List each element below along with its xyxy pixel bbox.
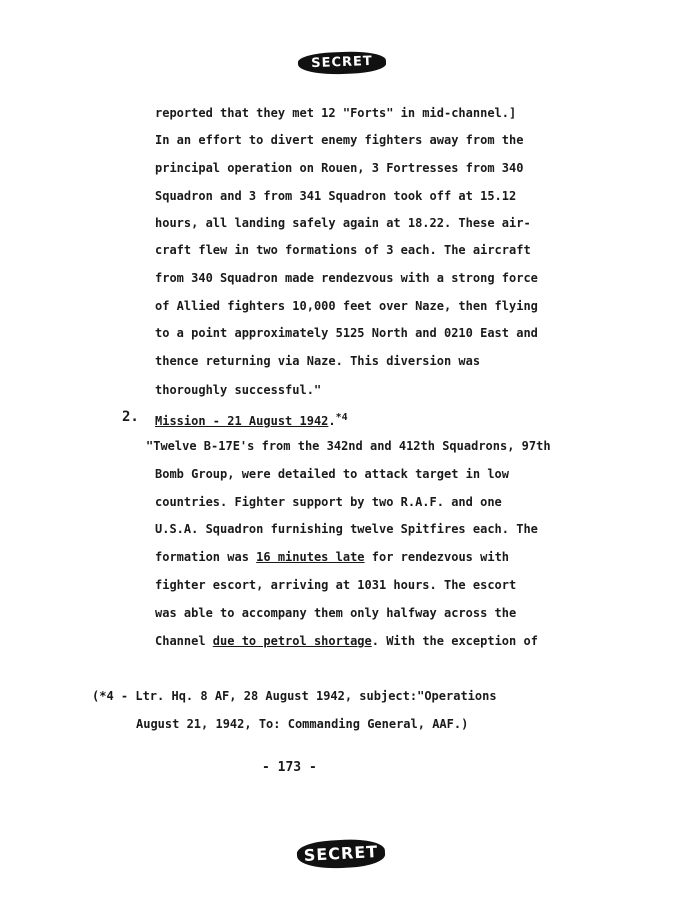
text-line: was able to accompany them only halfway across the — [155, 606, 517, 620]
text-line: U.S.A. Squadron furnishing twelve Spitfires each. The — [155, 522, 538, 536]
classification-stamp-bottom: SECRET — [296, 838, 385, 871]
faint-marking-bottom — [390, 745, 630, 785]
mission-heading — [155, 410, 348, 429]
text-line: fighter escort, arriving at 1031 hours. The escort — [155, 578, 517, 592]
text-line: Squadron and 3 from 341 Squadron took off at 15.12 — [155, 189, 517, 203]
text-span: Channel — [155, 634, 213, 648]
footnote-line: August 21, 1942, To: Commanding General, AAF.) — [136, 717, 469, 731]
text-span: for rendezvous with — [364, 550, 510, 564]
text-line: principal operation on Rouen, 3 Fortresses from 340 — [155, 161, 524, 175]
text-line: of Allied fighters 10,000 feet over Naze, then flying — [155, 299, 538, 313]
text-line: "Twelve B-17E's from the 342nd and 412th Squadrons, 97th — [146, 439, 551, 453]
text-line: reported that they met 12 "Forts" in mid-channel.] — [155, 106, 517, 120]
text-line: Bomb Group, were detailed to attack target in low — [155, 467, 510, 481]
text-line: from 340 Squadron made rendezvous with a strong force — [155, 271, 538, 285]
faint-marking-top — [398, 56, 608, 106]
text-line: countries. Fighter support by two R.A.F. and one — [155, 495, 502, 509]
text-line: In an effort to divert enemy fighters away from the — [155, 133, 524, 147]
footnote-ref: *4 — [335, 412, 348, 423]
text-span: . With the exception of — [371, 634, 538, 648]
text-line: to a point approximately 5125 North and 0210 East and — [155, 326, 538, 340]
underlined-text: 16 minutes late — [256, 550, 365, 564]
text-line: craft flew in two formations of 3 each. The aircraft — [155, 243, 531, 257]
text-line: thence returning via Naze. This diversion was — [155, 354, 481, 368]
footnote-line: (*4 - Ltr. Hq. 8 AF, 28 August 1942, subject:"Operations — [92, 689, 497, 703]
page-number: - 173 - — [262, 760, 317, 775]
text-line — [155, 633, 538, 649]
text-span: formation was — [155, 550, 257, 564]
mission-heading-text: Mission - 21 August 1942 — [155, 414, 329, 428]
mission-heading-end: . — [328, 414, 336, 428]
text-line: thoroughly successful." — [155, 383, 322, 397]
text-line: hours, all landing safely again at 18.22. These air- — [155, 216, 531, 230]
item-number: 2. — [122, 409, 139, 425]
text-line — [155, 549, 509, 565]
underlined-text: due to petrol shortage — [212, 634, 372, 648]
classification-stamp-top: SECRET — [298, 50, 387, 75]
